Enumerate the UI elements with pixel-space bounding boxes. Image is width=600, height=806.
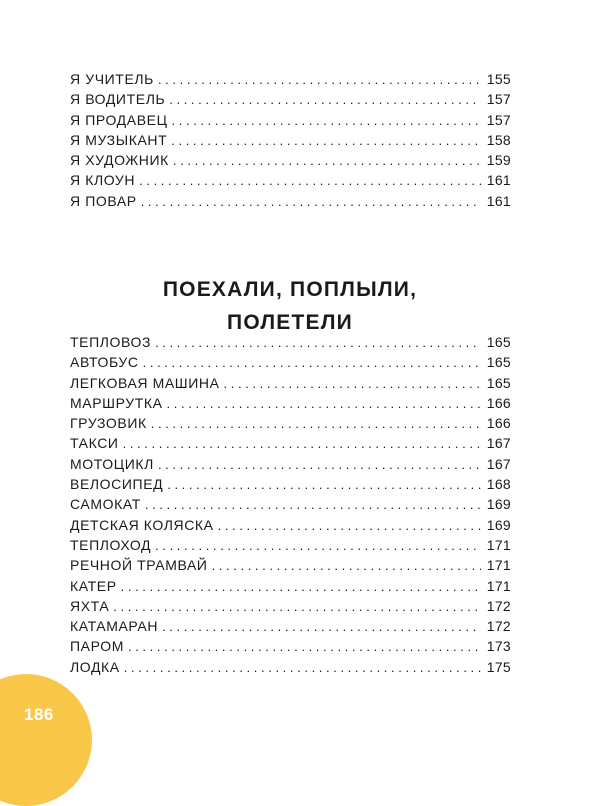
toc-entry-title: ЛЕГКОВАЯ МАШИНА bbox=[70, 374, 220, 391]
toc-entry[interactable] bbox=[70, 413, 511, 433]
toc-entry-title: ДЕТСКАЯ КОЛЯСКА bbox=[70, 516, 214, 533]
toc-entry[interactable] bbox=[70, 150, 511, 170]
toc-entry-title: Я ПОВАР bbox=[70, 192, 137, 209]
dot-leader bbox=[162, 617, 481, 637]
toc-entry-title: Я ВОДИТЕЛЬ bbox=[70, 91, 166, 108]
toc-entry-title: Я ПРОДАВЕЦ bbox=[70, 111, 168, 128]
toc-transport-list bbox=[70, 332, 511, 677]
toc-entry-title: МОТОЦИКЛ bbox=[70, 455, 154, 472]
toc-entry-title: ТЕПЛОВОЗ bbox=[70, 334, 152, 350]
toc-entry[interactable] bbox=[70, 332, 511, 352]
toc-entry-page: 167 bbox=[486, 455, 511, 472]
dot-leader bbox=[169, 90, 481, 110]
toc-entry-page: 168 bbox=[486, 476, 511, 493]
toc-entry-title: ЛОДКА bbox=[70, 658, 120, 675]
toc-entry-page: 161 bbox=[486, 192, 511, 209]
toc-entry-page: 157 bbox=[486, 111, 511, 128]
toc-entry-page: 165 bbox=[486, 334, 511, 350]
dot-leader bbox=[167, 394, 481, 414]
toc-entry[interactable] bbox=[70, 535, 511, 555]
toc-entry[interactable] bbox=[70, 657, 511, 677]
toc-entry-title: КАТАМАРАН bbox=[70, 618, 159, 635]
toc-entry-title: САМОКАТ bbox=[70, 496, 141, 513]
dot-leader bbox=[124, 658, 481, 678]
toc-entry-title: РЕЧНОЙ ТРАМВАЙ bbox=[70, 557, 208, 574]
toc-entry-page: 172 bbox=[486, 618, 511, 635]
dot-leader bbox=[141, 192, 481, 212]
toc-entry-title: ВЕЛОСИПЕД bbox=[70, 476, 164, 493]
toc-entry-page: 159 bbox=[486, 152, 511, 169]
toc-entry[interactable] bbox=[70, 636, 511, 656]
dot-leader bbox=[145, 495, 481, 515]
toc-entry[interactable] bbox=[70, 494, 511, 514]
dot-leader bbox=[212, 556, 481, 576]
toc-entry-page: 165 bbox=[486, 354, 511, 371]
toc-entry[interactable] bbox=[70, 393, 511, 413]
toc-entry-page: 171 bbox=[486, 536, 511, 553]
dot-leader bbox=[173, 151, 481, 171]
toc-entry-page: 165 bbox=[486, 374, 511, 391]
toc-entry-title: ЯХТА bbox=[70, 597, 110, 614]
toc-entry-title: Я КЛОУН bbox=[70, 172, 136, 189]
toc-entry-page: 158 bbox=[486, 131, 511, 148]
toc-entry-page: 171 bbox=[486, 577, 511, 594]
toc-entry[interactable] bbox=[70, 576, 511, 596]
section-heading bbox=[60, 273, 520, 339]
toc-entry[interactable] bbox=[70, 352, 511, 372]
toc-entry[interactable] bbox=[70, 191, 511, 211]
dot-leader bbox=[158, 455, 481, 475]
toc-entry[interactable] bbox=[70, 454, 511, 474]
toc-entry[interactable] bbox=[70, 110, 511, 130]
toc-entry[interactable] bbox=[70, 555, 511, 575]
toc-entry-page: 161 bbox=[486, 172, 511, 189]
toc-entry[interactable] bbox=[70, 89, 511, 109]
toc-entry-page: 169 bbox=[486, 516, 511, 533]
toc-entry-title: Я МУЗЫКАНТ bbox=[70, 131, 168, 148]
toc-entry-title: ТАКСИ bbox=[70, 435, 119, 452]
dot-leader bbox=[158, 70, 481, 90]
dot-leader bbox=[218, 516, 481, 536]
toc-entry[interactable] bbox=[70, 596, 511, 616]
toc-entry[interactable] bbox=[70, 130, 511, 150]
toc-entry[interactable] bbox=[70, 69, 511, 89]
toc-entry-page: 172 bbox=[486, 597, 511, 614]
dot-leader bbox=[113, 597, 481, 617]
toc-entry-title: ТЕПЛОХОД bbox=[70, 536, 152, 553]
section-heading-line-2: ПОЛЕТЕЛИ bbox=[227, 311, 353, 335]
dot-leader bbox=[143, 353, 481, 373]
dot-leader bbox=[123, 434, 481, 454]
toc-entry[interactable] bbox=[70, 170, 511, 190]
dot-leader bbox=[151, 414, 481, 434]
dot-leader bbox=[155, 333, 481, 353]
dot-leader bbox=[128, 637, 481, 657]
toc-entry-page: 166 bbox=[486, 394, 511, 411]
toc-entry-title: МАРШРУТКА bbox=[70, 394, 163, 411]
toc-entry-page: 175 bbox=[486, 658, 511, 675]
toc-entry[interactable] bbox=[70, 373, 511, 393]
toc-entry-title: Я УЧИТЕЛЬ bbox=[70, 71, 154, 87]
toc-professions-list bbox=[70, 69, 511, 211]
dot-leader bbox=[121, 577, 481, 597]
dot-leader bbox=[139, 171, 481, 191]
dot-leader bbox=[171, 131, 481, 151]
toc-entry[interactable] bbox=[70, 515, 511, 535]
dot-leader bbox=[155, 536, 481, 556]
page-number-badge bbox=[0, 674, 92, 806]
toc-entry-title: ПАРОМ bbox=[70, 638, 124, 655]
toc-entry-page: 166 bbox=[486, 415, 511, 432]
toc-entry-title: Я ХУДОЖНИК bbox=[70, 152, 169, 169]
dot-leader bbox=[167, 475, 481, 495]
toc-entry[interactable] bbox=[70, 433, 511, 453]
dot-leader bbox=[172, 111, 481, 131]
toc-entry[interactable] bbox=[70, 616, 511, 636]
toc-entry-title: АВТОБУС bbox=[70, 354, 139, 371]
toc-entry-title: КАТЕР bbox=[70, 577, 117, 594]
page-number: 186 bbox=[24, 705, 54, 724]
dot-leader bbox=[224, 374, 481, 394]
toc-entry-page: 155 bbox=[486, 71, 511, 87]
toc-entry-title: ГРУЗОВИК bbox=[70, 415, 147, 432]
toc-entry-page: 169 bbox=[486, 496, 511, 513]
toc-entry-page: 173 bbox=[486, 638, 511, 655]
toc-entry[interactable] bbox=[70, 474, 511, 494]
toc-entry-page: 167 bbox=[486, 435, 511, 452]
toc-entry-page: 171 bbox=[486, 557, 511, 574]
toc-entry-page: 157 bbox=[486, 91, 511, 108]
section-heading-line-1: ПОЕХАЛИ, ПОПЛЫЛИ, bbox=[162, 278, 418, 302]
